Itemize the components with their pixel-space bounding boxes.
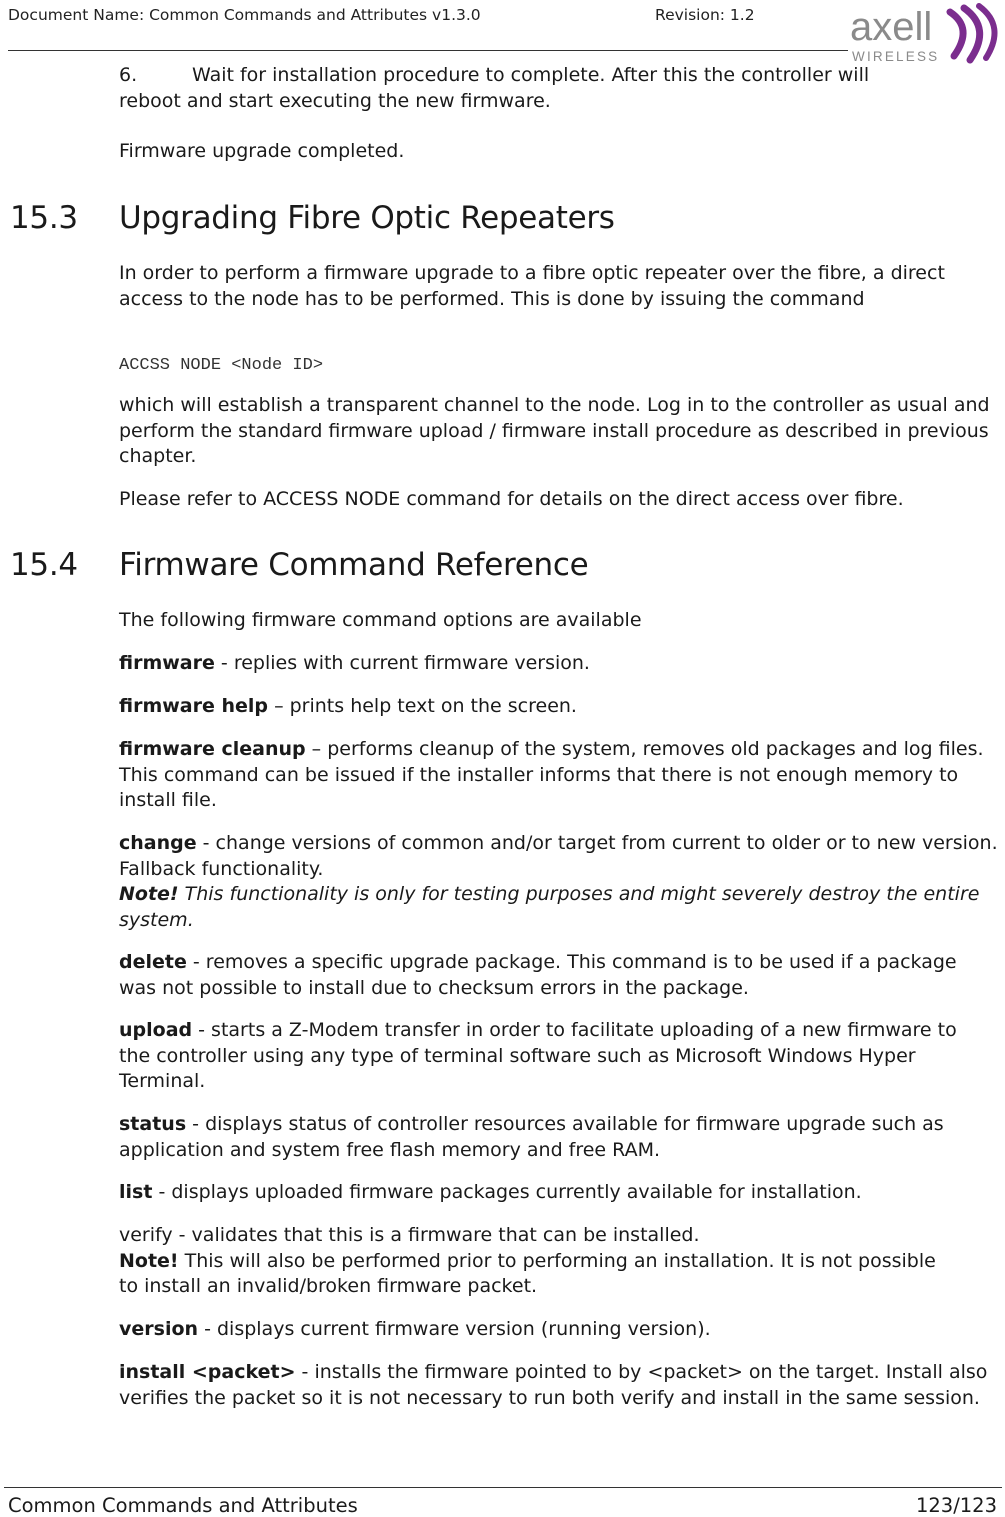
command-status xyxy=(119,1112,999,1163)
section-heading-15-4 xyxy=(10,547,588,583)
paragraph: In order to perform a firmware upgrade to a fibre optic repeater over the fibre, a direct access to the node has to be performed. This is done by issuing the command xyxy=(119,262,945,310)
section-number: 15.4 xyxy=(10,547,78,583)
upgrade-completed: Firmware upgrade completed. xyxy=(119,140,405,162)
paragraph: The following firmware command options are available xyxy=(119,609,642,631)
command-name: firmware help xyxy=(119,695,269,717)
footer-divider xyxy=(4,1487,1002,1488)
command-desc: - displays status of controller resources available for firmware upgrade such as application and system free flash memory and free RAM. xyxy=(119,1113,944,1161)
command-version xyxy=(119,1317,999,1343)
command-name: install <packet> xyxy=(119,1361,296,1383)
command-firmware-help xyxy=(119,694,999,720)
command-name: status xyxy=(119,1113,187,1135)
command-upload xyxy=(119,1018,969,1095)
logo-subtitle: WIRELESS xyxy=(852,49,940,64)
command-desc: - installs the firmware pointed to by <packet> on the target. Install also verifies the packet so it is not necessary to run both verify and install in the same session. xyxy=(119,1361,988,1409)
step-6-number: 6. xyxy=(119,64,138,86)
command-desc: - validates that this is a firmware that can be installed. xyxy=(172,1224,700,1246)
axell-wireless-logo xyxy=(846,2,1004,64)
command-desc: - replies with current firmware version. xyxy=(214,652,590,674)
step-6 xyxy=(119,63,999,114)
command-firmware xyxy=(119,651,999,677)
command-delete xyxy=(119,950,969,1001)
note-label: Note! xyxy=(119,1249,179,1272)
section-title: Upgrading Fibre Optic Repeaters xyxy=(119,200,615,236)
section-heading-15-3 xyxy=(10,200,615,236)
command-desc: - removes a specific upgrade package. This command is to be used if a package was not possible to install due to checksum errors in the package. xyxy=(119,951,957,999)
command-install xyxy=(119,1360,997,1411)
command-firmware-cleanup xyxy=(119,737,991,814)
code-command: ACCSS NODE <Node ID> xyxy=(119,356,324,375)
command-name: upload xyxy=(119,1019,193,1041)
command-desc: - displays current firmware version (running version). xyxy=(198,1318,711,1340)
page-number: 123/123 xyxy=(915,1494,997,1517)
note-label: Note! xyxy=(119,883,179,905)
command-change xyxy=(119,831,999,933)
command-name: verify xyxy=(119,1224,173,1246)
paragraph: Please refer to ACCESS NODE command for details on the direct access over fibre. xyxy=(119,488,904,510)
footer-title: Common Commands and Attributes xyxy=(8,1494,358,1517)
command-desc: - starts a Z-Modem transfer in order to facilitate uploading of a new firmware to the controller using any type of terminal software such as Microsoft Windows Hyper Terminal. xyxy=(119,1019,957,1092)
document-name: Document Name: Common Commands and Attributes v1.3.0 xyxy=(8,6,481,24)
command-verify xyxy=(119,1223,959,1300)
step-6-text-cont: reboot and start executing the new firmware. xyxy=(119,89,551,112)
command-name: version xyxy=(119,1318,199,1340)
command-desc: - displays uploaded firmware packages currently available for installation. xyxy=(152,1181,862,1203)
command-desc: – performs cleanup of the system, removes old packages and log files. This command can be issued if the installer informs that there is not enough memory to install file. xyxy=(119,738,984,811)
section-number: 15.3 xyxy=(10,200,78,236)
command-name: change xyxy=(119,832,197,854)
logo-wordmark: axell xyxy=(850,5,933,49)
paragraph: which will establish a transparent channel to the node. Log in to the controller as usual and perform the standard firmware upload / firmware install procedure as described in previous chapter. xyxy=(119,394,990,467)
note-text: This functionality is only for testing purposes and might severely destroy the entire system. xyxy=(119,883,980,931)
revision: Revision: 1.2 xyxy=(655,6,755,24)
note-text: This will also be performed prior to performing an installation. It is not possible to install an invalid/broken firmware packet. xyxy=(119,1249,936,1297)
command-name: delete xyxy=(119,951,187,973)
command-name: firmware xyxy=(119,652,215,674)
command-name: firmware cleanup xyxy=(119,738,306,760)
header-divider xyxy=(8,50,848,51)
command-desc: - change versions of common and/or target from current to older or to new version. Fallback functionality. xyxy=(119,832,998,880)
command-desc: – prints help text on the screen. xyxy=(268,695,577,717)
logo-swoosh-icon xyxy=(950,6,995,60)
step-6-text: Wait for installation procedure to complete. After this the controller will xyxy=(192,64,870,86)
command-list xyxy=(119,1180,999,1206)
command-name: list xyxy=(119,1181,153,1203)
section-title: Firmware Command Reference xyxy=(119,547,589,583)
